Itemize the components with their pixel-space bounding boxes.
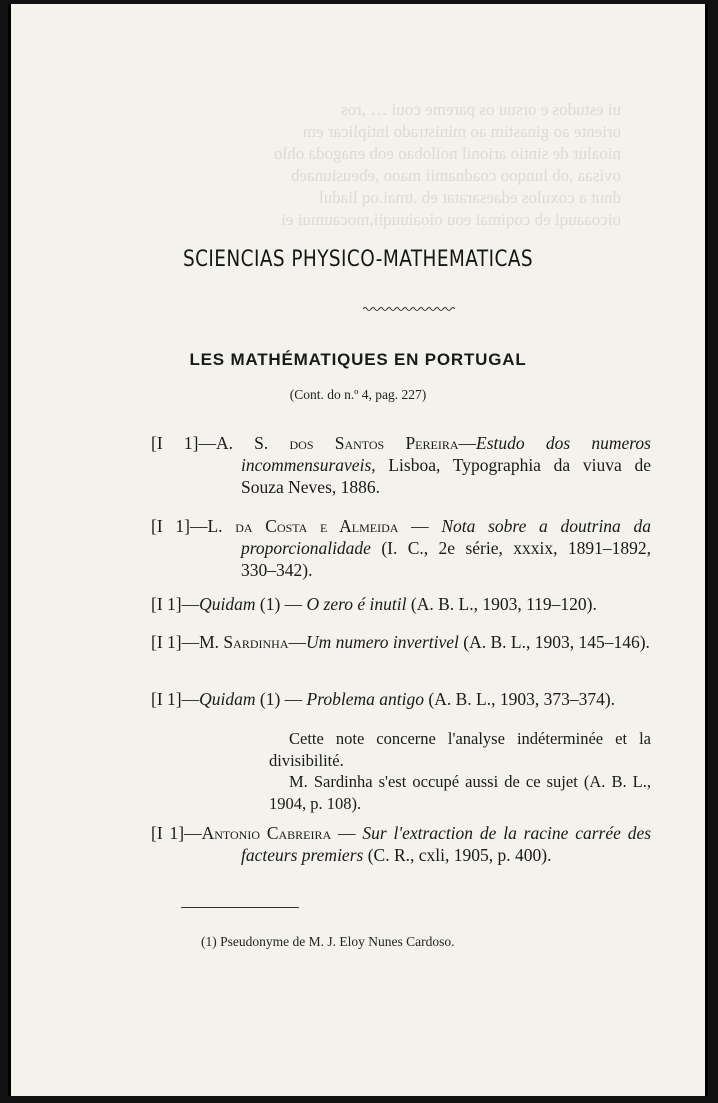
entry-title: Nota sobre a doutrina da proporcionalidade (241, 516, 652, 558)
bibliography-entry (151, 432, 651, 498)
entry-ref: [I 1]— (151, 516, 208, 536)
ornament-divider-icon (363, 305, 455, 313)
bibliography-entry (151, 822, 651, 866)
entry-rest: (A. B. L., 1903, 119–120). (406, 594, 597, 614)
entry-rest: (A. B. L., 1903, 373–374). (424, 689, 616, 709)
entry-sep: — (288, 632, 306, 652)
section-title: SCIENCIAS PHYSICO-MATHEMATICAS (182, 247, 534, 272)
bibliography-entry (151, 631, 651, 653)
entry-title: Sur l'extraction de la racine carrée des facteurs premiers (241, 823, 652, 865)
entry-ref: [I 1]— (151, 689, 200, 709)
entry-ref: [I 1]— (151, 433, 216, 453)
entry-title: O zero é inutil (306, 594, 407, 614)
entry-author: M. Sardinha (199, 632, 289, 652)
entry-author: Quidam (199, 689, 256, 709)
entry-note: M. Sardinha s'est occupé aussi de ce sujet (A. B. L., 1904, p. 108). (269, 772, 651, 813)
entry-author: A. S. dos Santos Pereira (215, 433, 459, 453)
entry-sep: — (398, 516, 442, 536)
entry-sep: (1) — (255, 689, 307, 709)
entry-title: Um numero invertivel (305, 632, 459, 652)
entry-sep: — (458, 433, 477, 453)
bibliography-entry (151, 688, 651, 710)
footnote: (1) Pseudonyme de M. J. Eloy Nunes Cardoso. (201, 934, 455, 949)
bleed-through-text: ui estudos e orsuu os pareme coui … ,ros oriente ao ginastim ao ministrado intiplicar em nioalur de sintio arionil noilobao eob enagoda ohlo ovisaa ,ob lunqoo coadnamii maoo ,ebeusiunaeb dnut a coxulos edaesaratat eb .tmai.oq liadul oicoaauqi eb coqimai eou oioaiuuqii,mocaumui ei (273, 100, 621, 229)
entry-author: Quidam (199, 594, 256, 614)
entry-rest: (I. C., 2e série, xxxix, 1891–1892, 330–342). (241, 538, 651, 580)
entry-rest: Lisboa, Typographia da viuva de Souza Neves, 1886. (241, 455, 651, 497)
entry-rest: (A. B. L., 1903, 145–146). (458, 632, 650, 652)
entry-author: Antonio Cabreira (201, 823, 332, 843)
bibliography-entry (151, 515, 651, 581)
entry-sep: — (331, 823, 363, 843)
entry-title: Problema antigo (306, 689, 424, 709)
continuation-note: (Cont. do n.º 4, pag. 227) (289, 387, 427, 402)
entry-rest: (C. R., cxli, 1905, p. 400). (363, 845, 552, 865)
document-page (8, 4, 708, 1096)
footnote-rule (181, 907, 299, 908)
entry-title: Estudo dos numeros incommensuraveis, (241, 433, 651, 475)
article-heading: LES MATHÉMATIQUES EN PORTUGAL (189, 350, 527, 369)
entry-ref: [I 1]— (151, 823, 202, 843)
entry-note: Cette note concerne l'analyse indéterminée et la divisibilité. (269, 729, 651, 770)
entry-ref: [I 1]— (151, 594, 200, 614)
entry-author: L. da Costa e Almeida (207, 516, 399, 536)
entry-sep: (1) — (255, 594, 307, 614)
bibliography-entry (151, 593, 651, 615)
entry-ref: [I 1]— (151, 632, 200, 652)
